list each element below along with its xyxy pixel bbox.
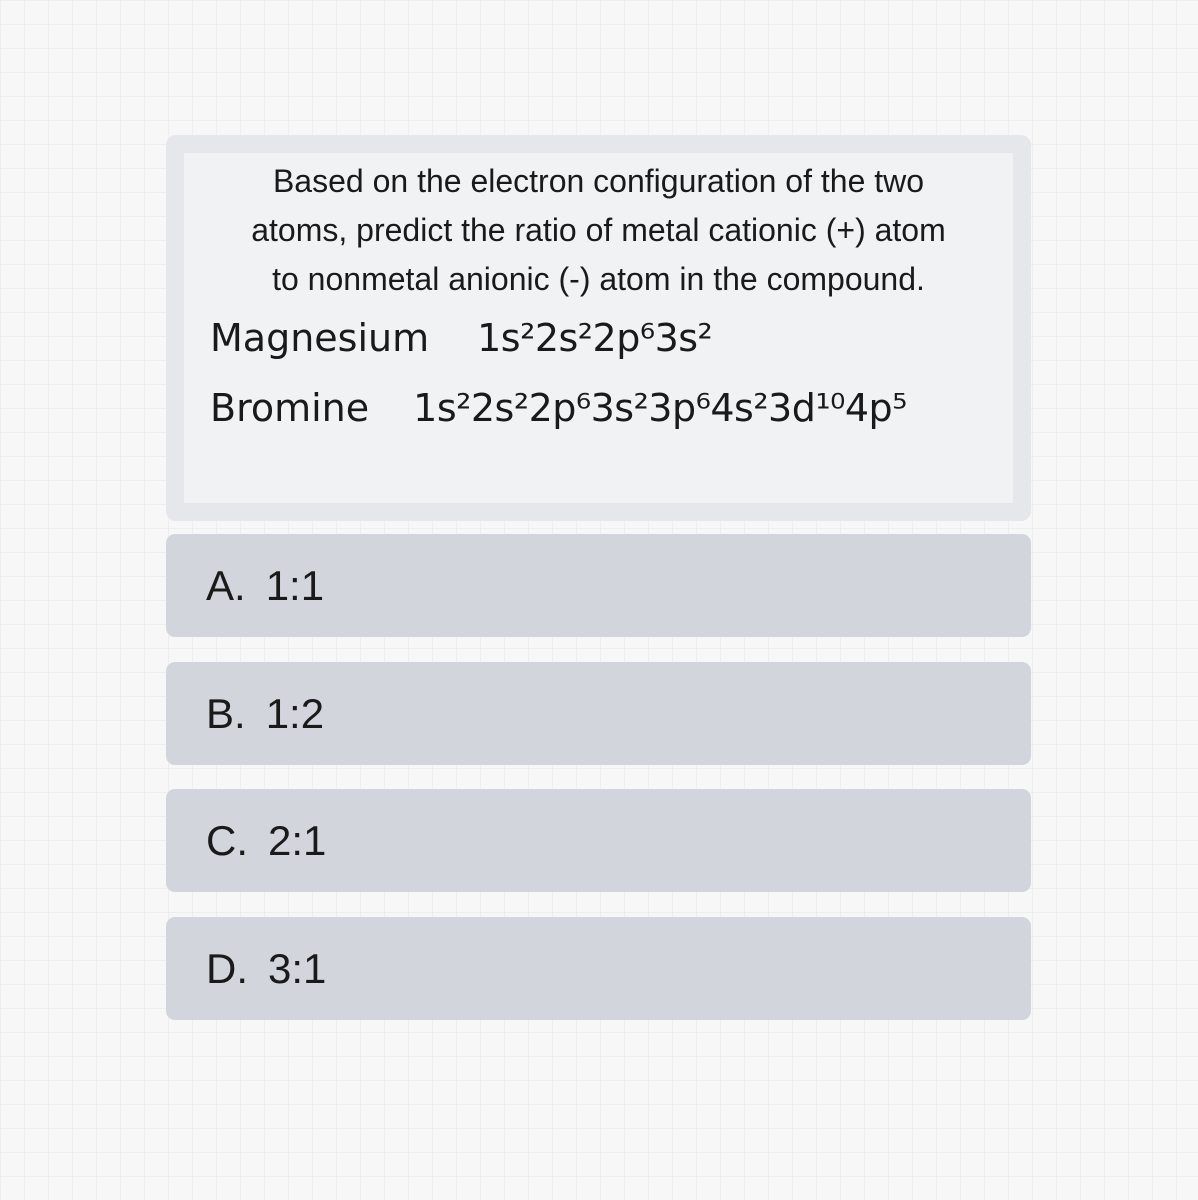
electron-configuration: 1s²2s²2p⁶3s² [477, 316, 713, 360]
answer-option-c[interactable] [166, 789, 1031, 892]
element-name: Bromine [210, 386, 370, 430]
option-text: 1:1 [265, 561, 325, 609]
question-card [166, 135, 1031, 521]
electron-configuration: 1s²2s²2p⁶3s²3p⁶4s²3d¹⁰4p⁵ [413, 386, 907, 430]
option-letter: C. [206, 816, 248, 864]
answer-option-a[interactable] [166, 534, 1031, 637]
question-content [184, 153, 1013, 503]
question-prompt [184, 157, 1013, 304]
answer-option-d[interactable] [166, 917, 1031, 1020]
electron-configurations [184, 318, 1013, 428]
option-text: 1:2 [265, 689, 325, 737]
element-name: Magnesium [210, 316, 430, 360]
option-text: 2:1 [268, 816, 327, 864]
option-letter: B. [206, 689, 246, 737]
answer-option-b[interactable] [166, 662, 1031, 765]
magnesium-config-row [210, 318, 1013, 358]
option-letter: A. [206, 561, 246, 609]
prompt-line: atoms, predict the ratio of metal cationic (+) atom [251, 212, 946, 248]
prompt-line: Based on the electron configuration of the two [272, 163, 925, 199]
option-letter: D. [206, 944, 248, 992]
bromine-config-row [210, 388, 1013, 428]
prompt-line: to nonmetal anionic (-) atom in the compound. [272, 261, 925, 297]
option-text: 3:1 [268, 944, 327, 992]
